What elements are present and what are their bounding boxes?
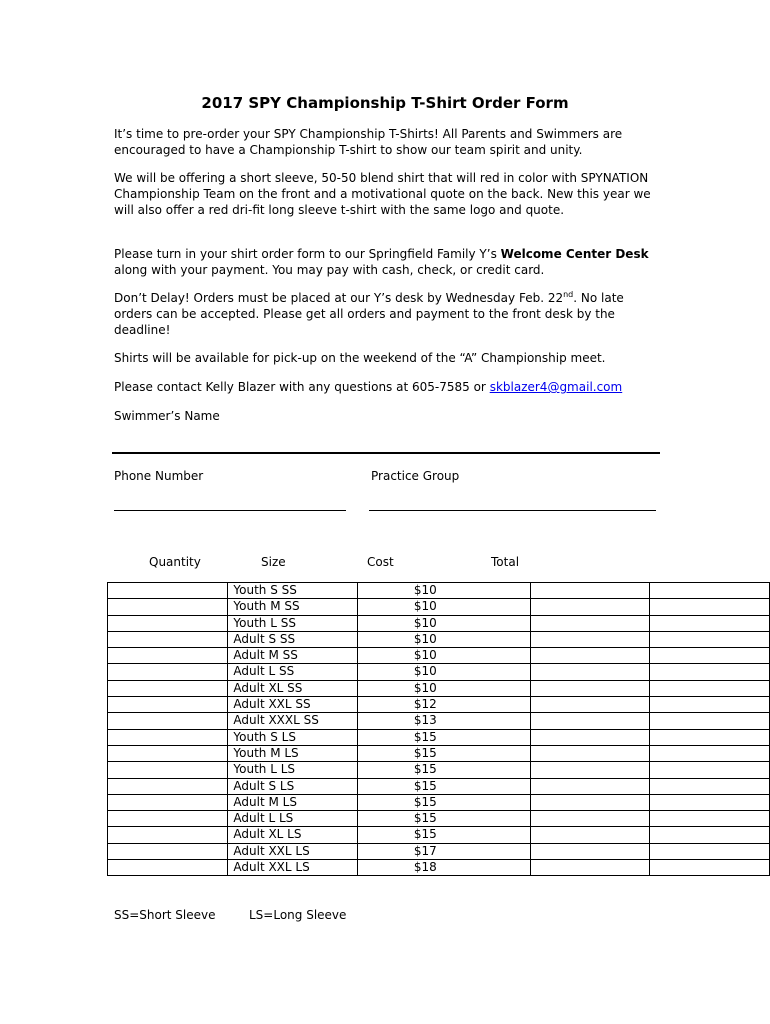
practice-group-line[interactable] [369, 510, 656, 511]
total-cell[interactable] [530, 843, 650, 859]
quantity-cell[interactable] [108, 860, 228, 876]
pickup-paragraph: Shirts will be available for pick-up on the weekend of the “A” Championship meet. [114, 351, 606, 365]
size-cell: Adult S SS [228, 631, 357, 647]
order-table-body [108, 583, 770, 876]
contact-text: Please contact Kelly Blazer with any questions at 605-7585 or [114, 380, 490, 394]
total-cell[interactable] [530, 631, 650, 647]
extra-cell [650, 680, 770, 696]
table-row [108, 664, 770, 680]
table-row [108, 794, 770, 810]
shirt-description-paragraph: We will be offering a short sleeve, 50-50 blend shirt that will red in color with SPYNATION Championship Team on the front and a motivational quote on the back. New this year we will also offer a red dri-fit long sleeve t-shirt with the same logo and quote. [114, 171, 651, 218]
ls-legend: LS=Long Sleeve [249, 908, 347, 922]
extra-cell [650, 583, 770, 599]
quantity-header: Quantity [149, 555, 201, 569]
quantity-cell[interactable] [108, 811, 228, 827]
size-cell: Adult S LS [228, 778, 357, 794]
extra-cell [650, 729, 770, 745]
extra-cell [650, 811, 770, 827]
table-row [108, 697, 770, 713]
total-cell[interactable] [530, 680, 650, 696]
table-row [108, 615, 770, 631]
turn-in-text-end: along with your payment. You may pay with cash, check, or credit card. [114, 263, 545, 278]
size-cell: Adult XXL SS [228, 697, 357, 713]
total-cell[interactable] [530, 713, 650, 729]
extra-cell [650, 860, 770, 876]
quantity-cell[interactable] [108, 713, 228, 729]
quantity-cell[interactable] [108, 599, 228, 615]
total-cell[interactable] [530, 648, 650, 664]
table-row [108, 778, 770, 794]
total-cell[interactable] [530, 762, 650, 778]
quantity-cell[interactable] [108, 631, 228, 647]
form-title: 2017 SPY Championship T-Shirt Order Form [201, 94, 569, 112]
quantity-cell[interactable] [108, 778, 228, 794]
date-suffix: nd [563, 290, 574, 299]
extra-cell [650, 843, 770, 859]
swimmer-name-label: Swimmer’s Name [114, 409, 220, 423]
phone-number-line[interactable] [114, 510, 346, 511]
total-header: Total [491, 555, 520, 569]
cost-cell: $15 [357, 827, 530, 843]
phone-number-label: Phone Number [114, 469, 204, 483]
cost-cell: $10 [357, 648, 530, 664]
size-cell: Adult XXXL SS [228, 713, 357, 729]
order-table [107, 582, 770, 876]
extra-cell [650, 745, 770, 761]
deadline-text-end: . No late orders can be accepted. Please get all orders and payment to the front desk by the deadline! [114, 291, 624, 338]
size-cell: Adult L LS [228, 811, 357, 827]
quantity-cell[interactable] [108, 664, 228, 680]
total-cell[interactable] [530, 615, 650, 631]
quantity-cell[interactable] [108, 794, 228, 810]
size-cell: Youth S LS [228, 729, 357, 745]
cost-cell: $13 [357, 713, 530, 729]
extra-cell [650, 648, 770, 664]
cost-cell: $10 [357, 680, 530, 696]
quantity-cell[interactable] [108, 648, 228, 664]
table-row [108, 745, 770, 761]
total-cell[interactable] [530, 811, 650, 827]
table-row [108, 827, 770, 843]
table-row [108, 648, 770, 664]
turn-in-paragraph [114, 246, 659, 278]
table-row [108, 713, 770, 729]
quantity-cell[interactable] [108, 583, 228, 599]
size-cell: Youth M LS [228, 745, 357, 761]
extra-cell [650, 827, 770, 843]
size-header: Size [261, 555, 286, 569]
email-link[interactable]: skblazer4@gmail.com [489, 380, 623, 394]
total-cell[interactable] [530, 697, 650, 713]
total-cell[interactable] [530, 664, 650, 680]
size-cell: Adult XXL LS [228, 860, 357, 876]
cost-cell: $10 [357, 664, 530, 680]
cost-cell: $15 [357, 794, 530, 810]
cost-cell: $12 [357, 697, 530, 713]
table-row [108, 860, 770, 876]
extra-cell [650, 794, 770, 810]
size-cell: Youth S SS [228, 583, 357, 599]
extra-cell [650, 762, 770, 778]
size-cell: Adult L SS [228, 664, 357, 680]
total-cell[interactable] [530, 583, 650, 599]
cost-cell: $10 [357, 599, 530, 615]
size-cell: Adult M SS [228, 648, 357, 664]
quantity-cell[interactable] [108, 762, 228, 778]
extra-cell [650, 713, 770, 729]
total-cell[interactable] [530, 778, 650, 794]
cost-cell: $10 [357, 583, 530, 599]
cost-cell: $15 [357, 811, 530, 827]
swimmer-name-line[interactable] [112, 452, 660, 454]
size-cell: Youth L SS [228, 615, 357, 631]
cost-cell: $15 [357, 729, 530, 745]
total-cell[interactable] [530, 745, 650, 761]
table-row [108, 680, 770, 696]
table-row [108, 631, 770, 647]
extra-cell [650, 615, 770, 631]
practice-group-label: Practice Group [371, 469, 460, 483]
cost-header: Cost [367, 555, 394, 569]
extra-cell [650, 778, 770, 794]
table-row [108, 843, 770, 859]
quantity-cell[interactable] [108, 843, 228, 859]
table-row [108, 762, 770, 778]
total-cell[interactable] [530, 860, 650, 876]
size-cell: Adult M LS [228, 794, 357, 810]
welcome-center-desk: Welcome Center Desk [500, 247, 649, 261]
quantity-cell[interactable] [108, 680, 228, 696]
table-row [108, 729, 770, 745]
size-cell: Youth L LS [228, 762, 357, 778]
cost-cell: $15 [357, 778, 530, 794]
size-cell: Adult XL LS [228, 827, 357, 843]
extra-cell [650, 697, 770, 713]
cost-cell: $10 [357, 615, 530, 631]
extra-cell [650, 664, 770, 680]
size-cell: Adult XL SS [228, 680, 357, 696]
table-row [108, 599, 770, 615]
quantity-cell[interactable] [108, 827, 228, 843]
table-row [108, 811, 770, 827]
cost-cell: $15 [357, 745, 530, 761]
quantity-cell[interactable] [108, 697, 228, 713]
total-cell[interactable] [530, 599, 650, 615]
contact-paragraph [114, 379, 659, 395]
table-row [108, 583, 770, 599]
cost-cell: $15 [357, 762, 530, 778]
deadline-paragraph [114, 290, 659, 339]
deadline-text-start: Don’t Delay! Orders must be placed at our Y’s desk by Wednesday Feb. 22 [114, 291, 564, 305]
size-cell: Adult XXL LS [228, 843, 357, 859]
cost-cell: $18 [357, 860, 530, 876]
quantity-cell[interactable] [108, 729, 228, 745]
total-cell[interactable] [530, 827, 650, 843]
extra-cell [650, 599, 770, 615]
ss-legend: SS=Short Sleeve [114, 908, 216, 922]
cost-cell: $17 [357, 843, 530, 859]
total-cell[interactable] [530, 729, 650, 745]
quantity-cell[interactable] [108, 745, 228, 761]
extra-cell [650, 631, 770, 647]
intro-paragraph: It’s time to pre-order your SPY Championship T-Shirts! All Parents and Swimmers are encouraged to have a Championship T-shirt to show our team spirit and unity. [114, 127, 623, 158]
cost-cell: $10 [357, 631, 530, 647]
size-cell: Youth M SS [228, 599, 357, 615]
quantity-cell[interactable] [108, 615, 228, 631]
total-cell[interactable] [530, 794, 650, 810]
turn-in-text-start: Please turn in your shirt order form to our Springfield Family Y’s [114, 247, 501, 261]
